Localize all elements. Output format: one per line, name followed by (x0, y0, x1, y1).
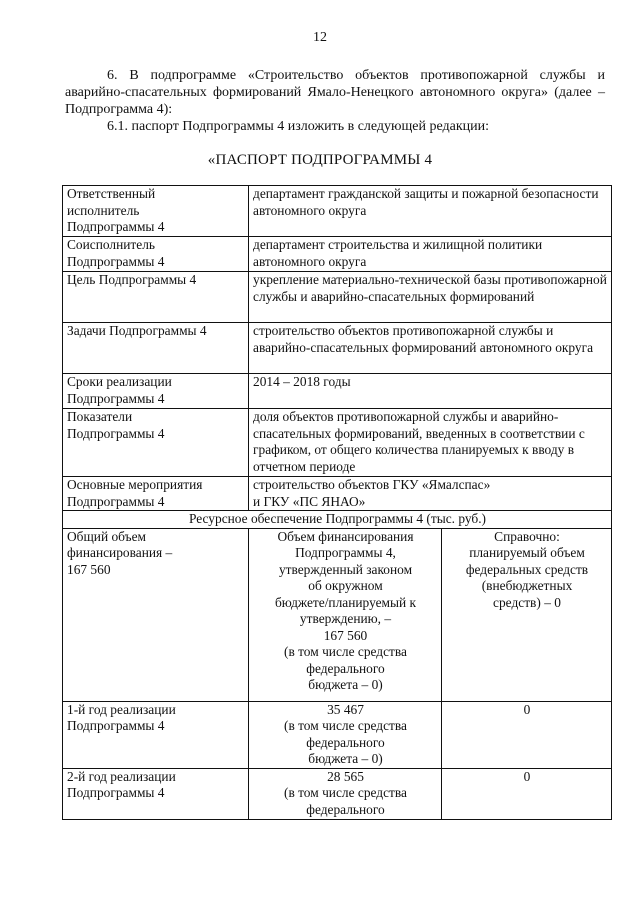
row-label: Показатели Подпрограммы 4 (63, 409, 249, 477)
resource-header-row (63, 511, 612, 529)
passport-title: «ПАСПОРТ ПОДПРОГРАММЫ 4 (207, 152, 433, 168)
year-label: 1-й год реализации Подпрограммы 4 (63, 701, 249, 768)
row-value: строительство объектов ГКУ «Ямалспас» и ГКУ «ПС ЯНАО» (249, 477, 612, 511)
row-value: департамент гражданской защиты и пожарной безопасности автономного округа (249, 186, 612, 237)
paragraph-6: 6. В подпрограмме «Строительство объектов противопожарной службы и аварийно-спасательных формирований Ямало-Ненецкого автономного округа» (далее – Подпрограмма 4): (65, 68, 605, 117)
row-label: Основные мероприятия Подпрограммы 4 (63, 477, 249, 511)
table-row (63, 409, 612, 477)
year-row (63, 768, 612, 819)
table-row (63, 272, 612, 323)
year-budget: 35 467 (в том числе средства федерального бюджета – 0) (249, 701, 442, 768)
page-number: 12 (313, 30, 327, 45)
table-row (63, 186, 612, 237)
table-row (63, 374, 612, 409)
row-value: доля объектов противопожарной службы и аварийно-спасательных формирований, введенных в соответствии с графиком, от общего количества планируемых к вводу в отчетном периоде (249, 409, 612, 477)
row-label: Сроки реализации Подпрограммы 4 (63, 374, 249, 409)
row-label: Соисполнитель Подпрограммы 4 (63, 237, 249, 272)
table-row (63, 237, 612, 272)
row-label: Цель Подпрограммы 4 (63, 272, 249, 323)
financing-budget: Объем финансирования Подпрограммы 4, утвержденный законом об окружном бюджете/планируемый к утверждению, – 167 560 (в том числе средства федерального бюджета – 0) (249, 528, 442, 701)
year-budget: 28 565 (в том числе средства федерального (249, 768, 442, 819)
row-value: укрепление материально-технической базы противопожарной службы и аварийно-спасательных формирований (249, 272, 612, 323)
passport-table (62, 185, 612, 820)
year-row (63, 701, 612, 768)
row-label: Задачи Подпрограммы 4 (63, 323, 249, 374)
row-label: Ответственный исполнитель Подпрограммы 4 (63, 186, 249, 237)
table-row (63, 477, 612, 511)
row-value: департамент строительства и жилищной политики автономного округа (249, 237, 612, 272)
year-reference: 0 (442, 701, 612, 768)
financing-reference: Справочно: планируемый объем федеральных средств (внебюджетных средств) – 0 (442, 528, 612, 701)
paragraph-6-1: 6.1. паспорт Подпрограммы 4 изложить в следующей редакции: (107, 119, 490, 134)
year-label: 2-й год реализации Подпрограммы 4 (63, 768, 249, 819)
resource-header: Ресурсное обеспечение Подпрограммы 4 (тыс. руб.) (63, 511, 612, 529)
year-reference: 0 (442, 768, 612, 819)
table-row (63, 323, 612, 374)
row-value: строительство объектов противопожарной службы и аварийно-спасательных формирований автономного округа (249, 323, 612, 374)
financing-row (63, 528, 612, 701)
row-value: 2014 – 2018 годы (249, 374, 612, 409)
financing-label: Общий объем финансирования – 167 560 (63, 528, 249, 701)
